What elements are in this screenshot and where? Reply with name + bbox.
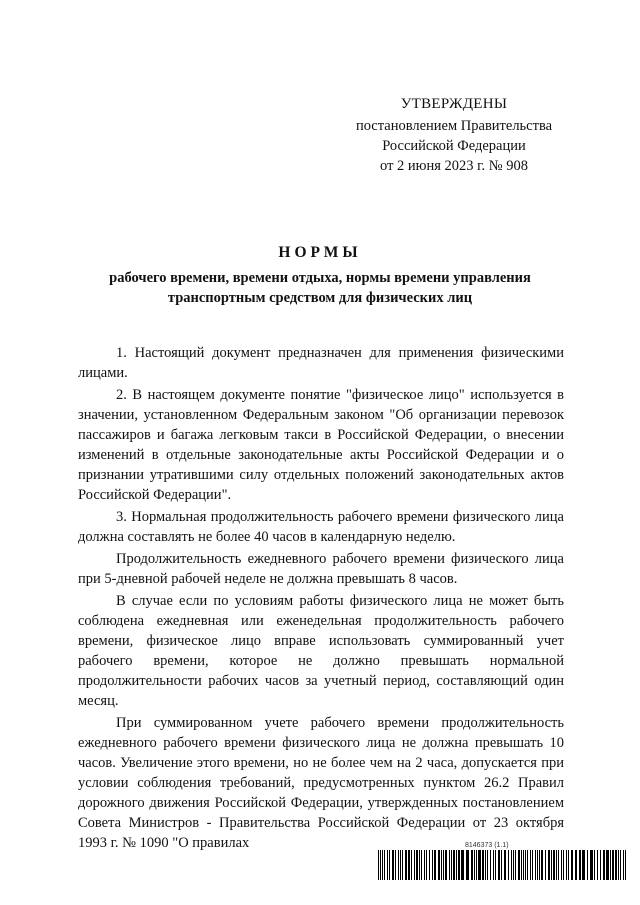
paragraph: 2. В настоящем документе понятие "физическое лицо" используется в значении, установленном Федеральным законом "Об организации перевозок пассажиров и багажа легковым такси в Российской Федерации, о внесении изменений в отдельные законодательные акты Российской Федерации и о признании утратившими силу отдельных положений законодательных актов Российской Федерации". [78, 387, 564, 503]
approval-stamp [330, 94, 578, 176]
approval-line-1: постановлением Правительства [355, 118, 553, 134]
paragraph: Продолжительность ежедневного рабочего времени физического лица при 5-дневной рабочей неделе не должна превышать 8 часов. [78, 551, 564, 587]
approval-line-2: Российской Федерации [382, 138, 526, 154]
document-subtitle: рабочего времени, времени отдыха, нормы времени управления транспортным средством для физических лиц [109, 270, 531, 306]
paragraph: 1. Настоящий документ предназначен для применения физическими лицами. [78, 345, 564, 381]
paragraph: В случае если по условиям работы физического лица не может быть соблюдена ежедневная или еженедельная продолжительность рабочего времени, физическое лицо вправе использовать суммированный учет рабочего времени, которое не должно превышать нормальной продолжительности рабочих часов за учетный период, составляющий один месяц. [78, 593, 564, 709]
approval-date-number: от 2 июня 2023 г. № 908 [380, 158, 528, 174]
document-title: НОРМЫ [278, 244, 362, 261]
paragraph: При суммированном учете рабочего времени продолжительность ежедневного рабочего времени физического лица не должна превышать 10 часов. Увеличение этого времени, но не более чем на 2 часа, допускается при условии соблюдения требований, предусмотренных пунктом 26.2 Правил дорожного движения Российской Федерации, утвержденных постановлением Совета Министров - Правительства Российской Федерации от 23 октября 1993 г. № 1090 "О правилах [78, 715, 564, 851]
approval-heading: УТВЕРЖДЕНЫ [400, 96, 508, 112]
paragraph: 3. Нормальная продолжительность рабочего времени физического лица должна составлять не более 40 часов в календарную неделю. [78, 509, 564, 545]
document-body [78, 343, 564, 855]
barcode-label: 8146373 (1.1) [465, 842, 509, 849]
barcode-image [378, 850, 626, 880]
